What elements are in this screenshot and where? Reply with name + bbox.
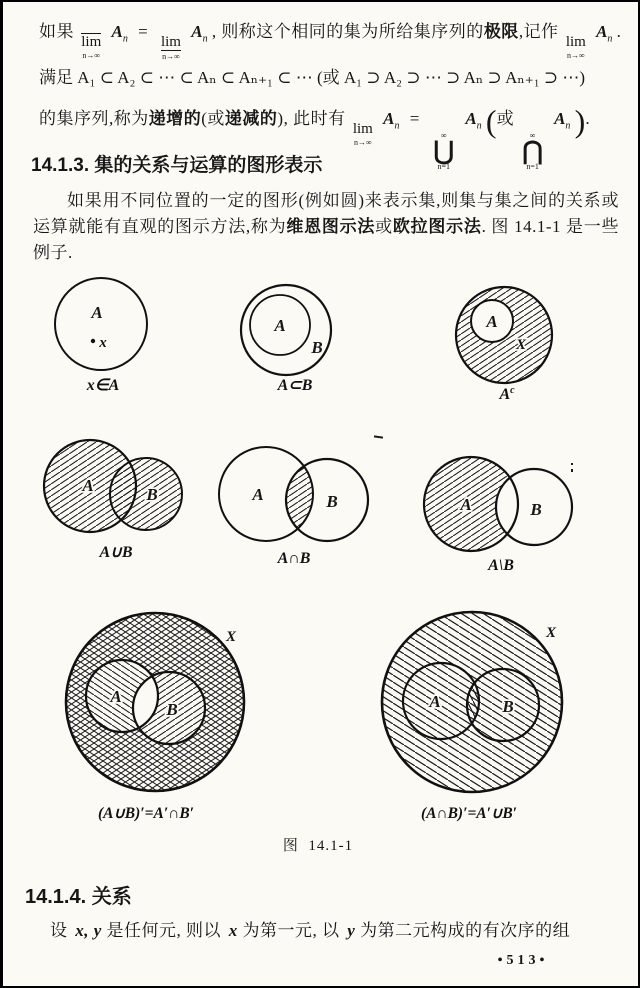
- variable-y: y: [347, 921, 356, 940]
- scan-artifact: [571, 463, 573, 465]
- text-run: 设: [50, 921, 73, 940]
- label-a: A: [110, 687, 122, 706]
- circle-b: [241, 285, 331, 375]
- label-x: x: [99, 335, 107, 351]
- venn-diagram-a-complement: [443, 268, 578, 408]
- intersection-lower-limit: n=1: [526, 162, 539, 172]
- variable-x: x: [228, 921, 238, 940]
- bold-term-decreasing: 递减的: [224, 109, 278, 128]
- bold-term-increasing: 递增的: [148, 109, 202, 128]
- variable-xy: x, y: [75, 921, 102, 940]
- label-b: B: [146, 485, 158, 504]
- diagram-caption: (A∪B)′=A′∩B′: [97, 805, 195, 822]
- label-a: A: [486, 312, 498, 331]
- set-variable: A: [191, 22, 203, 41]
- page-number: •513•: [497, 953, 549, 968]
- variable-subscript: n: [607, 33, 613, 45]
- diagram-caption: A\B: [488, 557, 514, 574]
- diagram-caption: [498, 385, 515, 403]
- variable-subscript: n: [122, 33, 128, 45]
- set-variable: A: [554, 109, 566, 128]
- set-variable: A: [465, 109, 477, 128]
- element-point: [91, 339, 95, 343]
- union-upper-limit: ∞: [440, 131, 447, 140]
- text-run: 或: [496, 109, 515, 128]
- venn-diagram-a-intersect-b: [208, 430, 383, 570]
- section-heading-1413: 14.1.3. 集的关系与运算的图形表示: [31, 155, 323, 176]
- diagram-caption: A∪B: [99, 544, 133, 561]
- text-run: , 则称这个相同的集为所给集序列的: [211, 22, 484, 41]
- liminf-word: lim: [160, 34, 181, 50]
- liminf-subscript: n→∞: [162, 52, 180, 61]
- diagram-caption: x∈A: [86, 377, 120, 394]
- caption-base: A: [499, 386, 511, 403]
- variable-subscript: n: [202, 33, 208, 45]
- lim-operator: [566, 35, 586, 60]
- text-run: .: [616, 22, 622, 41]
- set-variable: A: [596, 22, 608, 41]
- text-run: ), 此时有: [277, 109, 346, 128]
- text-run: 如果用不同位置的一定的图形(例如圆)来表示集,则集与集之间的关系或运算就能有直观的图示方法,称为: [33, 191, 619, 236]
- label-b: B: [530, 500, 542, 519]
- left-parenthesis: (: [485, 103, 497, 139]
- venn-diagram-a-union-b: [33, 430, 201, 564]
- variable-subscript: n: [565, 120, 571, 132]
- label-b: B: [326, 492, 338, 511]
- label-b: B: [166, 700, 178, 719]
- venn-diagram-a-minus-b: [408, 434, 580, 576]
- union-lower-limit: n=1: [437, 162, 451, 172]
- text-run: 为第二元构成的有次序的组: [355, 921, 571, 940]
- diagram-caption: A∩B: [277, 550, 311, 567]
- paragraph-1414: [33, 918, 621, 944]
- lim-operator: [353, 122, 373, 147]
- label-a: A: [460, 495, 472, 514]
- lim-subscript: n→∞: [566, 51, 585, 60]
- limsup-operator: [81, 33, 101, 60]
- union-symbol: ⋃: [433, 137, 455, 165]
- scan-artifact: [571, 469, 573, 472]
- label-a: A: [82, 476, 94, 495]
- liminf-operator: [161, 35, 181, 61]
- text-run: 为第一元, 以: [237, 921, 345, 940]
- label-x: X: [225, 629, 237, 645]
- set-variable: A: [111, 22, 123, 41]
- text-run: 是任何元, 则以: [101, 921, 226, 940]
- text-run: .: [585, 109, 591, 128]
- text-run: . 图 14.1-1 是一些例子.: [33, 217, 620, 262]
- intro-line-2: [39, 68, 585, 88]
- limsup-subscript: n→∞: [82, 51, 101, 60]
- set-variable: A: [383, 109, 395, 128]
- lim-word: lim: [565, 34, 586, 50]
- circle-a: [55, 278, 147, 370]
- diagram-caption: A⊂B: [277, 377, 313, 394]
- venn-diagram-demorgan-union: [58, 605, 258, 825]
- lim-subscript: n→∞: [354, 138, 372, 147]
- union-operator: [434, 132, 455, 171]
- variable-subscript: n: [394, 120, 400, 132]
- label-a: A: [429, 692, 441, 711]
- text-run: ,记作: [518, 22, 559, 41]
- set-chain-formula: 满足 A₁ ⊂ A₂ ⊂ ⋯ ⊂ Aₙ ⊂ Aₙ₊₁ ⊂ ⋯ (或 A₁ ⊃ A₂ ⊃ ⋯ ⊃ Aₙ ⊃ Aₙ₊₁ ⊃ ⋯): [39, 68, 586, 87]
- bold-term-venn-diagram: 维恩图示法: [286, 217, 376, 236]
- section-heading-1414: 14.1.4. 关系: [25, 886, 132, 908]
- label-b: B: [502, 697, 514, 716]
- variable-subscript: n: [476, 120, 482, 132]
- text-run: 或: [375, 217, 393, 236]
- label-a: A: [91, 303, 103, 322]
- intersection-upper-limit: ∞: [529, 131, 536, 140]
- label-a: A: [252, 485, 264, 504]
- lim-word: lim: [352, 121, 373, 137]
- equals-sign: =: [409, 109, 420, 128]
- paragraph-1413: [33, 188, 619, 266]
- label-a: A: [274, 316, 286, 335]
- text-run: (或: [201, 109, 225, 128]
- intersection-symbol: ⋂: [522, 137, 543, 165]
- venn-diagram-a-subset-b: [231, 268, 355, 398]
- diagram-caption: (A∩B)′=A′∪B′: [420, 805, 518, 822]
- label-x: X: [515, 337, 527, 353]
- intro-line-1: [39, 22, 621, 61]
- bold-term-euler-diagram: 欧拉图示法: [392, 217, 482, 236]
- label-x: X: [545, 625, 557, 641]
- text-run: 如果: [39, 22, 74, 41]
- label-b: B: [311, 338, 323, 357]
- right-parenthesis: ): [574, 103, 586, 139]
- text-run: 的集序列,称为: [39, 109, 149, 128]
- intersection-operator: [522, 132, 543, 171]
- bold-term-limit: 极限: [483, 22, 519, 41]
- limsup-word: lim: [81, 34, 102, 50]
- caption-superscript: c: [510, 385, 515, 396]
- figure-caption: 图 14.1-1: [282, 838, 354, 854]
- venn-diagram-x-in-a: [41, 268, 165, 398]
- venn-diagram-demorgan-intersection: [371, 605, 585, 825]
- equals-sign: =: [138, 22, 148, 41]
